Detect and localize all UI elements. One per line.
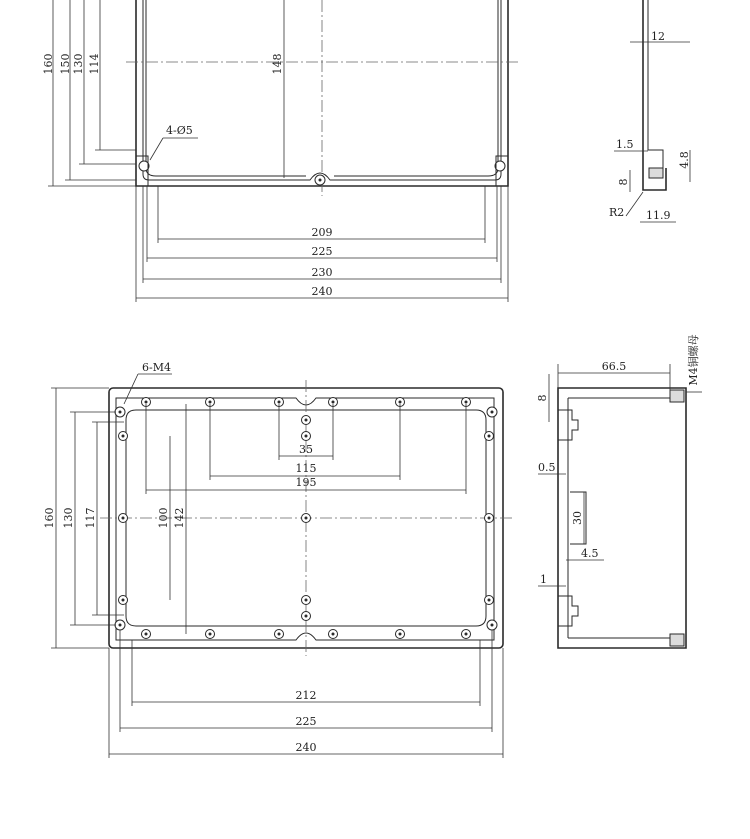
dim-225: 225 [295,715,317,728]
dim-130: 130 [72,53,85,75]
dim-150: 150 [59,53,72,75]
mounting-hole-dot [465,401,468,404]
mounting-hole-dot [278,401,281,404]
dim-8: 8 [536,394,549,402]
side-view [536,334,702,648]
dim-142: 142 [173,507,186,529]
mounting-hole-dot [399,633,402,636]
bottom-view [43,361,512,758]
mounting-hole-dot [305,419,308,422]
dim-240: 240 [295,741,317,754]
mounting-hole-dot [399,401,402,404]
mounting-hole-dot [465,633,468,636]
side-view-lip-bottom [670,634,684,646]
mounting-hole-dot [209,401,212,404]
side-view-lip-top [670,390,684,402]
dim-130: 130 [62,507,75,529]
dim-1-5: 1.5 [616,138,634,151]
dim-117: 117 [84,507,97,529]
dim-225: 225 [311,245,333,258]
dim-4-8: 4.8 [678,151,691,169]
mounting-hole-dot [122,435,125,438]
dim-195: 195 [295,476,317,489]
dim-212: 212 [295,689,317,702]
section-gasket [649,168,663,178]
dim-1: 1 [540,573,547,586]
mounting-hole-dot [332,633,335,636]
mounting-hole-dot [305,517,308,520]
dim-115: 115 [295,462,317,475]
dim-4-5: 4.5 [581,547,599,560]
mounting-hole-dot [332,401,335,404]
dim-8: 8 [617,178,630,186]
leader-line [150,138,163,160]
hole-note-4-d5: 4-Ø5 [166,124,193,137]
dim-66-5: 66.5 [601,360,627,373]
hole-dot [119,411,122,414]
center-hole-dot [319,179,322,182]
dim-30: 30 [571,511,584,525]
side-section [609,0,691,222]
mounting-hole-dot [488,517,491,520]
dim-148: 148 [271,53,284,75]
dim-12: 12 [651,30,665,43]
mounting-hole-dot [122,599,125,602]
dim-240: 240 [311,285,333,298]
mounting-hole-dot [145,633,148,636]
mounting-hole-dot [488,599,491,602]
mounting-hole-dot [278,633,281,636]
mounting-hole-dot [305,599,308,602]
hole-dot [491,624,494,627]
dim-209: 209 [311,226,333,239]
dim-r2: R2 [609,206,625,219]
section-inner-wall [648,0,663,168]
mounting-hole-dot [145,401,148,404]
note-m4-copper-nut: M4铜螺母 [687,334,700,386]
dim-0-5: 0.5 [538,461,556,474]
mounting-hole-dot [122,517,125,520]
mounting-hole-dot [305,435,308,438]
dim-114: 114 [88,53,101,75]
hole-note-6-m4: 6-M4 [142,361,171,374]
mounting-hole-dot [305,615,308,618]
mounting-hole-dot [488,435,491,438]
dim-100: 100 [157,507,170,529]
dim-11-9: 11.9 [646,209,671,222]
top-view [42,0,518,302]
mounting-hole-dot [209,633,212,636]
dim-35: 35 [299,443,313,456]
hole-dot [491,411,494,414]
leader-line [124,374,138,404]
dim-160: 160 [43,507,56,529]
dim-160: 160 [42,53,55,75]
leader-line [626,192,643,216]
hole-dot [119,624,122,627]
dim-230: 230 [311,266,333,279]
